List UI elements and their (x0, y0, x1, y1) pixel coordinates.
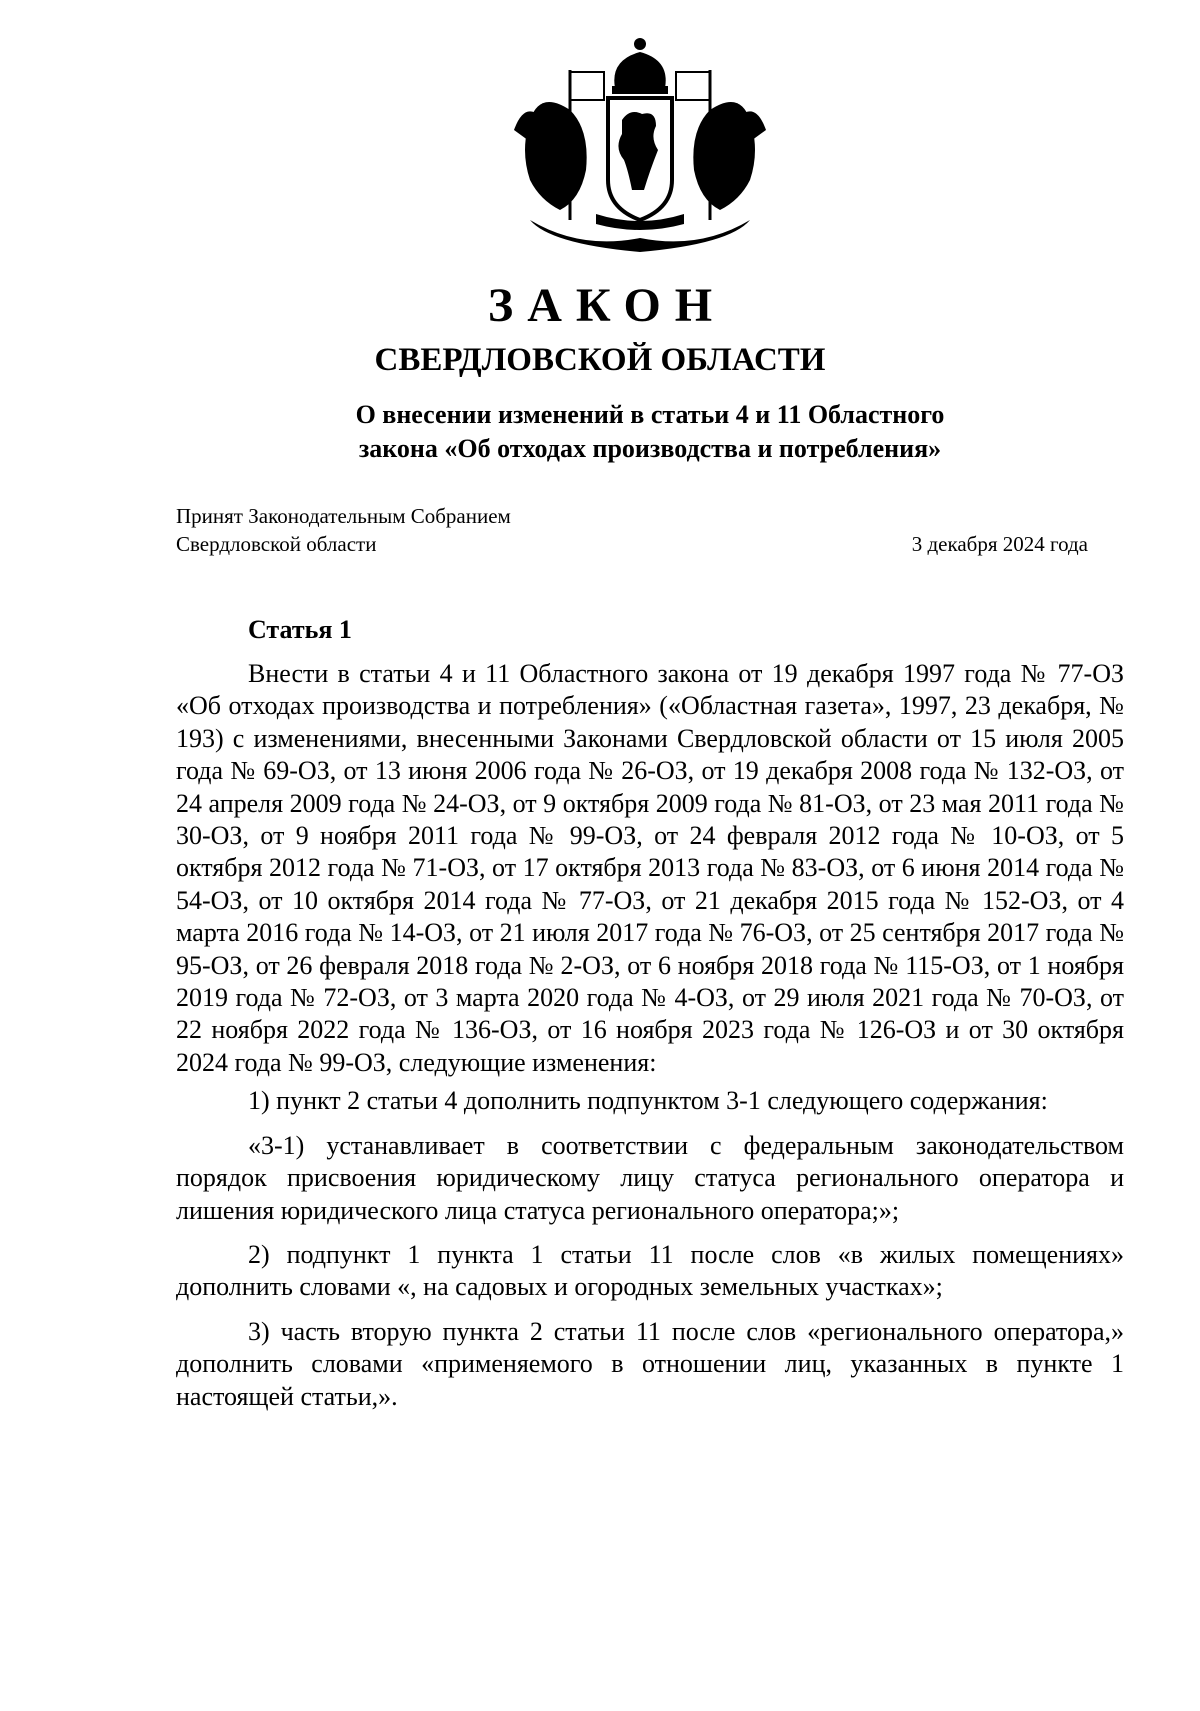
law-subject-line: О внесении изменений в статьи 4 и 11 Областного (355, 400, 945, 429)
adoption-date: 3 декабря 2024 года (911, 532, 1088, 556)
adoption-note-line: Принят Законодательным Собранием (176, 504, 511, 528)
region-title: СВЕРДЛОВСКОЙ ОБЛАСТИ (374, 342, 826, 378)
article-paragraph: 1) пункт 2 статьи 4 дополнить подпунктом 3-1 следующего содержания: (248, 1086, 1048, 1116)
article-paragraph: Внести в статьи 4 и 11 Областного закона от 19 декабря 1997 года № 77-ОЗ «Об отходах производства и потребления» («Областная газета», 1997, 23 декабря, № 193) с изменениями, внесенными Законами Свердловской области от 15 июля 2005 года № 69-ОЗ, от 13 июня 2006 года № 26-ОЗ, от 19 декабря 2008 года № 132-ОЗ, от 24 апреля 2009 года № 24-ОЗ, от 9 октября 2009 года № 81-ОЗ, от 23 мая 2011 года № 30-ОЗ, от 9 ноября 2011 года № 99-ОЗ, от 24 февраля 2012 года № 10-ОЗ, от 5 октября 2012 года № 71-ОЗ, от 17 октября 2013 года № 83-ОЗ, от 6 июня 2014 года № 54-ОЗ, от 10 октября 2014 года № 77-ОЗ, от 21 декабря 2015 года № 152-ОЗ, от 4 марта 2016 года № 14-ОЗ, от 21 июля 2017 года № 76-ОЗ, от 25 сентября 2017 года № 95-ОЗ, от 26 февраля 2018 года № 2-ОЗ, от 6 ноября 2018 года № 115-ОЗ, от 1 ноября 2019 года № 72-ОЗ, от 3 марта 2020 года № 4-ОЗ, от 29 июля 2021 года № 70-ОЗ, от 22 ноября 2022 года № 136-ОЗ, от 16 ноября 2023 года № 126-ОЗ и от 30 октября 2024 года № 99-ОЗ, следующие изменения: (176, 659, 1124, 1077)
article-paragraph: 3) часть вторую пункта 2 статьи 11 после слов «регионального оператора,» дополнить словами «применяемого в отношении лиц, указанных в пункте 1 настоящей статьи,». (176, 1316, 1124, 1411)
law-subject-line: закона «Об отходах производства и потребления» (358, 434, 942, 463)
law-title: ЗАКОН (487, 279, 727, 332)
law-subject (240, 398, 1060, 466)
coat-of-arms-icon (500, 30, 780, 258)
article-paragraph: 2) подпункт 1 пункта 1 статьи 11 после слов «в жилых помещениях» дополнить словами «, на садовых и огородных земельных участках»; (176, 1239, 1124, 1302)
article-heading: Статья 1 (248, 615, 352, 644)
adoption-note (176, 502, 511, 558)
adoption-note-line: Свердловской области (176, 532, 377, 556)
article-paragraph: «3-1) устанавливает в соответствии с федеральным законодательством порядок присвоения юридическому лицу статуса регионального оператора и лишения юридического лица статуса регионального оператора;»; (176, 1130, 1124, 1225)
article-1 (176, 614, 1124, 1425)
